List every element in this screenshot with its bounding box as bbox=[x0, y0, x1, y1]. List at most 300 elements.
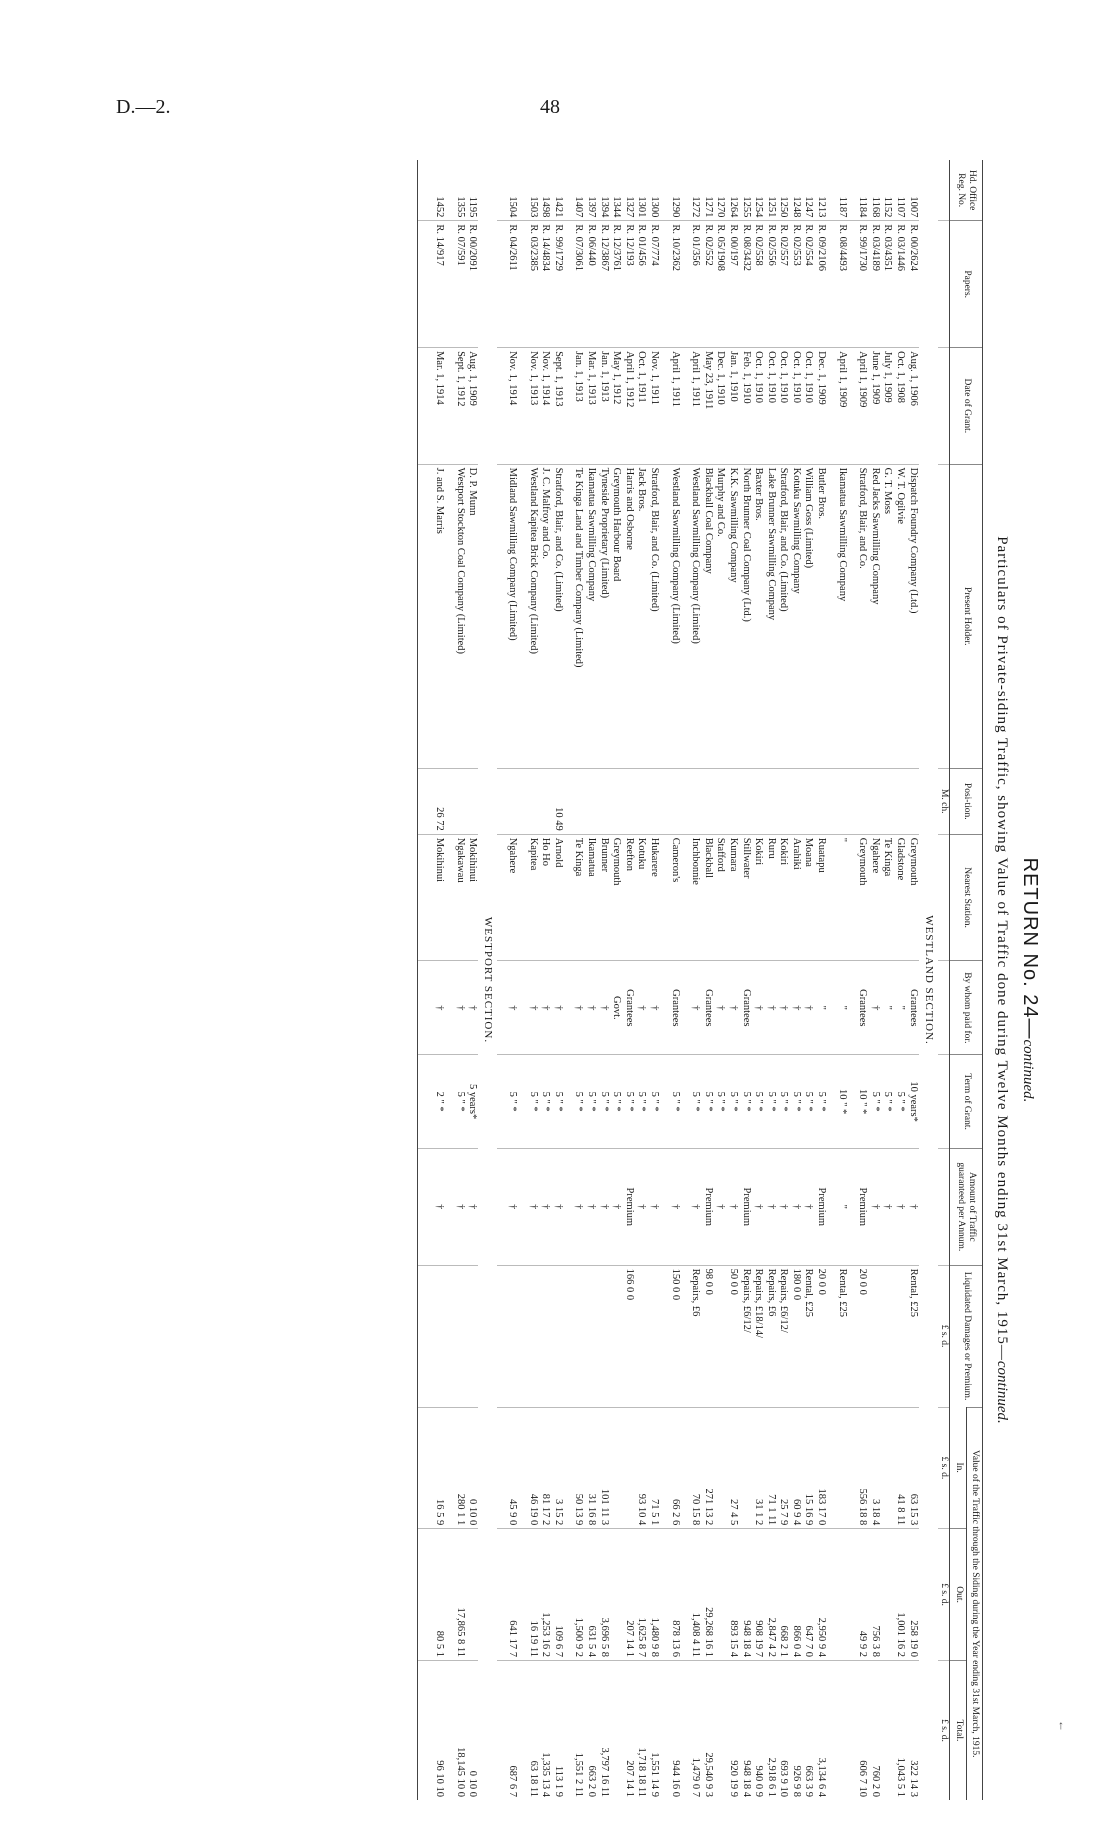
table-row bbox=[739, 160, 752, 1800]
cell-position bbox=[881, 768, 894, 834]
cell-holder: J. C. Malfroy and Co. bbox=[539, 464, 552, 768]
cell-holder: Westport Stockton Coal Company (Limited) bbox=[453, 464, 466, 768]
group-gap bbox=[445, 160, 453, 1800]
cell-papers: R. 07/774 bbox=[647, 221, 660, 348]
cell-value-total bbox=[881, 1660, 894, 1800]
cell-damages: 20 0 0 bbox=[814, 1265, 827, 1407]
cell-guaranteed: † bbox=[539, 1149, 552, 1266]
cell-term: 5 years* bbox=[466, 1055, 479, 1149]
cell-date: Oct. 1, 1908 bbox=[893, 348, 906, 465]
cell-date: Oct. 1, 1910 bbox=[764, 348, 777, 465]
cell-paid-by: † bbox=[868, 961, 881, 1055]
cell-station: " bbox=[835, 834, 848, 961]
cell-position bbox=[777, 768, 790, 834]
cell-paid-by: † bbox=[505, 961, 518, 1055]
cell-office-no: 1452 bbox=[434, 196, 446, 218]
cell-position bbox=[689, 768, 702, 834]
cell-paid-by: " bbox=[835, 961, 848, 1055]
unit-value-out: £ s. d. bbox=[938, 1529, 950, 1661]
cell-term: 5 " * bbox=[714, 1055, 727, 1149]
cell-guaranteed: Premium bbox=[856, 1149, 869, 1266]
cell-value-in: 25 7 9 bbox=[777, 1407, 790, 1529]
cell-holder: Murphy and Co. bbox=[714, 464, 727, 768]
cell-office-no: 1213 bbox=[816, 196, 828, 218]
cell-holder: North Brunner Coal Company (Ltd.) bbox=[739, 464, 752, 768]
cell-position bbox=[610, 768, 623, 834]
cell-guaranteed: Premium bbox=[814, 1149, 827, 1266]
cell-damages bbox=[432, 1265, 445, 1407]
cell-term: 5 " * bbox=[539, 1055, 552, 1149]
cell-guaranteed: † bbox=[764, 1149, 777, 1266]
cell-paid-by: Grantees bbox=[906, 961, 919, 1055]
cell-office-no: 1394 bbox=[598, 196, 610, 218]
cell-term: 5 " * bbox=[453, 1055, 466, 1149]
table-row bbox=[777, 160, 790, 1800]
cell-value-out: 893 15 4 bbox=[726, 1529, 739, 1661]
private-siding-table bbox=[417, 160, 983, 1800]
cell-value-total: 1,551 2 11 bbox=[572, 1660, 585, 1800]
cell-guaranteed: † bbox=[505, 1149, 518, 1266]
cell-office-no: 1007 bbox=[907, 196, 919, 218]
cell-value-total: 920 19 9 bbox=[726, 1660, 739, 1800]
cell-station: Arahiki bbox=[789, 834, 802, 961]
cell-date: Jan. 1, 1913 bbox=[597, 348, 610, 465]
cell-value-in: 63 15 3 bbox=[906, 1407, 919, 1529]
cell-station: Ikamatua bbox=[584, 834, 597, 961]
table-row bbox=[539, 160, 552, 1800]
cell-value-total bbox=[714, 1660, 727, 1800]
cell-value-in: 71 1 11 bbox=[764, 1407, 777, 1529]
cell-value-out bbox=[610, 1529, 623, 1661]
col-date: Date of Grant. bbox=[950, 348, 983, 465]
cell-term: 5 " * bbox=[789, 1055, 802, 1149]
cell-paid-by: † bbox=[714, 961, 727, 1055]
cell-value-out: 16 19 11 bbox=[526, 1529, 539, 1661]
cell-date: Aug. 1, 1909 bbox=[466, 348, 479, 465]
cell-value-in: 70 15 8 bbox=[689, 1407, 702, 1529]
cell-position bbox=[597, 768, 610, 834]
cell-date: Jan. 1, 1913 bbox=[572, 348, 585, 465]
cell-paid-by: † bbox=[551, 961, 564, 1055]
table-row bbox=[856, 160, 869, 1800]
return-title-main: RETURN No. 24— bbox=[1019, 857, 1041, 1040]
table-row bbox=[610, 160, 623, 1800]
cell-paid-by: † bbox=[764, 961, 777, 1055]
cell-paid-by: Grantees bbox=[739, 961, 752, 1055]
cell-office-no: 1498 bbox=[540, 196, 552, 218]
cell-damages bbox=[572, 1265, 585, 1407]
cell-paid-by: † bbox=[789, 961, 802, 1055]
cell-station: Kokiri bbox=[777, 834, 790, 961]
cell-position bbox=[835, 768, 848, 834]
cell-value-total: 1,043 5 1 bbox=[893, 1660, 906, 1800]
cell-papers: R. 14/4834 bbox=[539, 221, 552, 348]
group-gap bbox=[827, 160, 835, 1800]
cell-papers: R. 02/558 bbox=[752, 221, 765, 348]
cell-date: April 1, 1912 bbox=[622, 348, 635, 465]
cell-term: 5 " * bbox=[881, 1055, 894, 1149]
cell-damages bbox=[610, 1265, 623, 1407]
cell-term: 10 " * bbox=[835, 1055, 848, 1149]
cell-damages bbox=[453, 1265, 466, 1407]
cell-office-no: 1272 bbox=[690, 196, 702, 218]
cell-holder: Westland Kapitea Brick Company (Limited) bbox=[526, 464, 539, 768]
document-code: D.—2. bbox=[116, 96, 171, 118]
cell-office-no: 1327 bbox=[623, 196, 635, 218]
cell-station: Ngakawau bbox=[453, 834, 466, 961]
cell-damages bbox=[551, 1265, 564, 1407]
cell-term: 5 " * bbox=[622, 1055, 635, 1149]
cell-damages: 150 0 0 bbox=[668, 1265, 681, 1407]
cell-value-in: 15 16 9 bbox=[802, 1407, 815, 1529]
return-title-cont: continued. bbox=[1020, 1039, 1036, 1103]
cell-damages bbox=[868, 1265, 881, 1407]
cell-guaranteed: † bbox=[726, 1149, 739, 1266]
cell-papers: R. 07/591 bbox=[453, 221, 466, 348]
cell-office-no: 1300 bbox=[648, 196, 660, 218]
cell-value-out: 866 0 4 bbox=[789, 1529, 802, 1661]
col-in: In. bbox=[950, 1407, 966, 1529]
cell-holder: Westland Sawmilling Company (Limited) bbox=[689, 464, 702, 768]
cell-damages bbox=[466, 1265, 479, 1407]
cell-position bbox=[739, 768, 752, 834]
cell-office-no: 1255 bbox=[740, 196, 752, 218]
cell-value-total: 207 14 1 bbox=[622, 1660, 635, 1800]
cell-station: Greymouth bbox=[856, 834, 869, 961]
cell-value-total: 2,918 6 1 bbox=[764, 1660, 777, 1800]
cell-date: Dec. 1, 1909 bbox=[814, 348, 827, 465]
cell-value-in: 46 19 0 bbox=[526, 1407, 539, 1529]
cell-holder: Ikamatua Sawmilling Company bbox=[835, 464, 848, 768]
cell-value-out bbox=[466, 1529, 479, 1661]
cell-holder: Red Jacks Sawmilling Company bbox=[868, 464, 881, 768]
cell-papers: R. 06/440 bbox=[584, 221, 597, 348]
cell-guaranteed: † bbox=[668, 1149, 681, 1266]
cell-papers: R. 99/1729 bbox=[551, 221, 564, 348]
col-paid-by: By whom paid for. bbox=[950, 961, 983, 1055]
cell-station: Cameron's bbox=[668, 834, 681, 961]
cell-value-out: 207 14 1 bbox=[622, 1529, 635, 1661]
cell-value-in bbox=[622, 1407, 635, 1529]
cell-paid-by: " bbox=[881, 961, 894, 1055]
cell-office-no: 1248 bbox=[790, 196, 802, 218]
cell-office-no: 1504 bbox=[507, 196, 519, 218]
cell-holder: K.K. Sawmilling Company bbox=[726, 464, 739, 768]
cell-guaranteed: † bbox=[868, 1149, 881, 1266]
cell-value-total: 940 0 9 bbox=[752, 1660, 765, 1800]
cell-papers: R. 01/356 bbox=[689, 221, 702, 348]
cell-damages: Repairs, £6 bbox=[764, 1265, 777, 1407]
cell-station: Ngahere bbox=[868, 834, 881, 961]
cell-damages bbox=[505, 1265, 518, 1407]
cell-guaranteed: † bbox=[906, 1149, 919, 1266]
cell-papers: R. 12/3867 bbox=[597, 221, 610, 348]
cell-station: Reefton bbox=[622, 834, 635, 961]
cell-value-total: 948 18 4 bbox=[739, 1660, 752, 1800]
cell-paid-by: † bbox=[539, 961, 552, 1055]
cell-value-total: 606 7 10 bbox=[856, 1660, 869, 1800]
cell-term: 5 " * bbox=[752, 1055, 765, 1149]
cell-papers: R. 00/197 bbox=[726, 221, 739, 348]
cell-value-in bbox=[610, 1407, 623, 1529]
cell-station: Kokiri bbox=[752, 834, 765, 961]
cell-date: Oct. 1, 1910 bbox=[802, 348, 815, 465]
cell-holder: Midland Sawmilling Company (Limited) bbox=[505, 464, 518, 768]
cell-papers: R. 03/1446 bbox=[893, 221, 906, 348]
cell-position bbox=[814, 768, 827, 834]
cell-office-no: 1271 bbox=[702, 196, 714, 218]
cell-station: Kapitea bbox=[526, 834, 539, 961]
cell-papers: R. 08/3432 bbox=[739, 221, 752, 348]
cell-guaranteed: Premium bbox=[622, 1149, 635, 1266]
table-row bbox=[647, 160, 660, 1800]
group-gap bbox=[518, 160, 526, 1800]
cell-damages: Repairs, £6/12/ bbox=[777, 1265, 790, 1407]
cell-paid-by: Grantees bbox=[856, 961, 869, 1055]
cell-value-out: 878 13 6 bbox=[668, 1529, 681, 1661]
cell-station: Kumara bbox=[726, 834, 739, 961]
cell-guaranteed: † bbox=[777, 1149, 790, 1266]
table-row bbox=[572, 160, 585, 1800]
cell-value-total: 63 18 11 bbox=[526, 1660, 539, 1800]
cell-term: 5 " * bbox=[726, 1055, 739, 1149]
col-total: Total. bbox=[950, 1660, 966, 1800]
cell-office-no: 1107 bbox=[895, 196, 907, 218]
cell-value-in: 3 15 2 bbox=[551, 1407, 564, 1529]
cell-office-no: 1264 bbox=[727, 196, 739, 218]
group-gap bbox=[564, 160, 572, 1800]
cell-holder: Tyneside Proprietary (Limited) bbox=[597, 464, 610, 768]
cell-holder: Stratford, Blair, and Co. (Limited) bbox=[647, 464, 660, 768]
cell-papers: R. 14/917 bbox=[432, 221, 445, 348]
table-row bbox=[432, 160, 445, 1800]
cell-position bbox=[856, 768, 869, 834]
cell-position bbox=[802, 768, 815, 834]
cell-station: Arnold bbox=[551, 834, 564, 961]
cell-value-total: 113 1 9 bbox=[551, 1660, 564, 1800]
cell-holder: G. T. Moss bbox=[881, 464, 894, 768]
cell-value-in: 41 8 11 bbox=[893, 1407, 906, 1529]
cell-paid-by: † bbox=[526, 961, 539, 1055]
cell-position bbox=[466, 768, 479, 834]
cell-office-no: 1184 bbox=[857, 196, 869, 218]
cell-damages: 180 0 0 bbox=[789, 1265, 802, 1407]
cell-term: 2 " * bbox=[432, 1055, 445, 1149]
cell-term: 5 " * bbox=[764, 1055, 777, 1149]
cell-paid-by: Govt. bbox=[610, 961, 623, 1055]
cell-date: Nov. 1, 1914 bbox=[539, 348, 552, 465]
cell-damages bbox=[881, 1265, 894, 1407]
cell-value-out: 948 18 4 bbox=[739, 1529, 752, 1661]
cell-office-no: 1247 bbox=[803, 196, 815, 218]
cell-station: Hukarere bbox=[647, 834, 660, 961]
cell-damages: 20 0 0 bbox=[856, 1265, 869, 1407]
cell-value-out bbox=[714, 1529, 727, 1661]
cell-value-in: 27 4 5 bbox=[726, 1407, 739, 1529]
cell-station: Ruatapu bbox=[814, 834, 827, 961]
cell-holder: Ikamatua Sawmilling Company bbox=[584, 464, 597, 768]
cell-station: Greymouth bbox=[610, 834, 623, 961]
cell-damages bbox=[539, 1265, 552, 1407]
cell-holder: Stratford, Blair, and Co. (Limited) bbox=[551, 464, 564, 768]
cell-paid-by: † bbox=[584, 961, 597, 1055]
cell-paid-by: Grantees bbox=[622, 961, 635, 1055]
cell-value-total bbox=[835, 1660, 848, 1800]
cell-office-no: 1397 bbox=[585, 196, 597, 218]
cell-value-in: 31 1 2 bbox=[752, 1407, 765, 1529]
cell-value-in bbox=[714, 1407, 727, 1529]
table-row bbox=[868, 160, 881, 1800]
cell-office-no: 1301 bbox=[636, 196, 648, 218]
cell-position bbox=[752, 768, 765, 834]
cell-papers: R. 01/456 bbox=[635, 221, 648, 348]
cell-position bbox=[789, 768, 802, 834]
cell-value-in: 45 9 0 bbox=[505, 1407, 518, 1529]
col-holder: Present Holder. bbox=[950, 464, 983, 768]
cell-value-in: 50 13 9 bbox=[572, 1407, 585, 1529]
cell-guaranteed: † bbox=[881, 1149, 894, 1266]
cell-damages: 98 0 0 bbox=[701, 1265, 714, 1407]
cell-term: 5 " * bbox=[526, 1055, 539, 1149]
cell-date: April 1, 1909 bbox=[856, 348, 869, 465]
cell-office-no: 1421 bbox=[552, 196, 564, 218]
group-gap bbox=[848, 160, 856, 1800]
cell-position bbox=[668, 768, 681, 834]
table-row bbox=[551, 160, 564, 1800]
cell-value-total: 1,551 14 9 bbox=[647, 1660, 660, 1800]
cell-date: April 1, 1911 bbox=[689, 348, 702, 465]
cell-damages: 50 0 0 bbox=[726, 1265, 739, 1407]
cell-value-in: 183 17 0 bbox=[814, 1407, 827, 1529]
cell-papers: R. 05/1908 bbox=[714, 221, 727, 348]
table-row bbox=[714, 160, 727, 1800]
cell-value-in: 271 13 2 bbox=[701, 1407, 714, 1529]
cell-date: Oct. 1, 1910 bbox=[789, 348, 802, 465]
cell-value-total: 687 6 7 bbox=[505, 1660, 518, 1800]
cell-guaranteed: † bbox=[647, 1149, 660, 1266]
cell-position bbox=[526, 768, 539, 834]
cell-term: 5 " * bbox=[701, 1055, 714, 1149]
cell-value-out: 1,500 9 2 bbox=[572, 1529, 585, 1661]
cell-value-in: 31 16 8 bbox=[584, 1407, 597, 1529]
cell-date: Nov. 1, 1914 bbox=[505, 348, 518, 465]
cell-value-total: 0 10 0 bbox=[466, 1660, 479, 1800]
cell-station: Inchbonnie bbox=[689, 834, 702, 961]
cell-date: Nov. 1, 1913 bbox=[526, 348, 539, 465]
col-office-no: Hd. Office Reg. No. bbox=[950, 160, 983, 221]
cell-value-in: 0 10 0 bbox=[466, 1407, 479, 1529]
cell-position bbox=[714, 768, 727, 834]
cell-paid-by: Grantees bbox=[668, 961, 681, 1055]
cell-position bbox=[539, 768, 552, 834]
cell-value-in: 60 9 4 bbox=[789, 1407, 802, 1529]
cell-value-in: 71 5 1 bbox=[647, 1407, 660, 1529]
cell-guaranteed: † bbox=[893, 1149, 906, 1266]
cell-value-total: 3,797 16 11 bbox=[597, 1660, 610, 1800]
cell-papers: R. 07/3061 bbox=[572, 221, 585, 348]
cell-value-out: 29,268 16 1 bbox=[701, 1529, 714, 1661]
cell-term: 5 " * bbox=[814, 1055, 827, 1149]
cell-holder: Butler Bros. bbox=[814, 464, 827, 768]
cell-value-total: 3,134 6 4 bbox=[814, 1660, 827, 1800]
cell-value-out bbox=[881, 1529, 894, 1661]
unit-value-in: £ s. d. bbox=[938, 1407, 950, 1529]
cell-damages: Repairs, £6 bbox=[689, 1265, 702, 1407]
cell-value-out: 647 7 0 bbox=[802, 1529, 815, 1661]
group-gap bbox=[497, 160, 505, 1800]
cell-date: Sept. 1, 1912 bbox=[453, 348, 466, 465]
cell-guaranteed: " bbox=[835, 1149, 848, 1266]
cell-damages: Repairs, £18/14/ bbox=[752, 1265, 765, 1407]
cell-guaranteed: † bbox=[572, 1149, 585, 1266]
cell-damages: Rental, £25 bbox=[802, 1265, 815, 1407]
cell-station: Brunner bbox=[597, 834, 610, 961]
cell-guaranteed: Premium bbox=[739, 1149, 752, 1266]
cell-value-total: 663 3 9 bbox=[802, 1660, 815, 1800]
cell-guaranteed: † bbox=[689, 1149, 702, 1266]
cell-damages: 166 0 0 bbox=[622, 1265, 635, 1407]
cell-damages bbox=[714, 1265, 727, 1407]
cell-station: Greymouth bbox=[906, 834, 919, 961]
cell-guaranteed: † bbox=[584, 1149, 597, 1266]
cell-date: May 23, 1911 bbox=[701, 348, 714, 465]
cell-date: Dec. 1, 1910 bbox=[714, 348, 727, 465]
cell-damages bbox=[584, 1265, 597, 1407]
cell-papers: R. 00/2624 bbox=[906, 221, 919, 348]
cell-value-out: 109 6 7 bbox=[551, 1529, 564, 1661]
cell-office-no: 1187 bbox=[836, 196, 848, 218]
cell-station: Mokihinui bbox=[432, 834, 445, 961]
cell-value-total: 1,335 13 4 bbox=[539, 1660, 552, 1800]
cell-station: Ruru bbox=[764, 834, 777, 961]
cell-damages bbox=[647, 1265, 660, 1407]
cell-paid-by: † bbox=[689, 961, 702, 1055]
cell-station: Mokihinui bbox=[466, 834, 479, 961]
table-row bbox=[505, 160, 518, 1800]
cell-value-total: 1,479 0 7 bbox=[689, 1660, 702, 1800]
cell-papers: R. 03/4351 bbox=[881, 221, 894, 348]
cell-value-out: 17,865 8 11 bbox=[453, 1529, 466, 1661]
cell-position bbox=[893, 768, 906, 834]
cell-holder: W. T. Ogilvie bbox=[893, 464, 906, 768]
cell-papers: R. 00/2091 bbox=[466, 221, 479, 348]
cell-value-in bbox=[739, 1407, 752, 1529]
cell-value-out: 2,847 4 2 bbox=[764, 1529, 777, 1661]
cell-guaranteed: † bbox=[432, 1149, 445, 1266]
page-number: 48 bbox=[540, 96, 560, 118]
cell-paid-by: † bbox=[432, 961, 445, 1055]
table-row bbox=[764, 160, 777, 1800]
cell-holder: Te Kinga Land and Timber Company (Limited) bbox=[572, 464, 585, 768]
cell-term: 5 " * bbox=[584, 1055, 597, 1149]
unit-damages: £ s. d. bbox=[938, 1265, 950, 1407]
cell-value-total: 693 9 10 bbox=[777, 1660, 790, 1800]
table-row bbox=[881, 160, 894, 1800]
cell-date: Jan. 1, 1910 bbox=[726, 348, 739, 465]
cell-papers: R. 99/1730 bbox=[856, 221, 869, 348]
cell-position: 26 72 bbox=[432, 768, 445, 834]
cell-position bbox=[505, 768, 518, 834]
cell-holder: Stratford, Blair, and Co. bbox=[856, 464, 869, 768]
cell-papers: R. 02/557 bbox=[777, 221, 790, 348]
cell-value-out: 756 3 8 bbox=[868, 1529, 881, 1661]
cell-holder: Stratford, Blair, and Co. (Limited) bbox=[777, 464, 790, 768]
section-heading bbox=[478, 160, 497, 1800]
cell-date: Aug. 1, 1906 bbox=[906, 348, 919, 465]
cell-papers: R. 08/4493 bbox=[835, 221, 848, 348]
table-row bbox=[597, 160, 610, 1800]
return-subtitle-cont: continued. bbox=[994, 1360, 1010, 1424]
